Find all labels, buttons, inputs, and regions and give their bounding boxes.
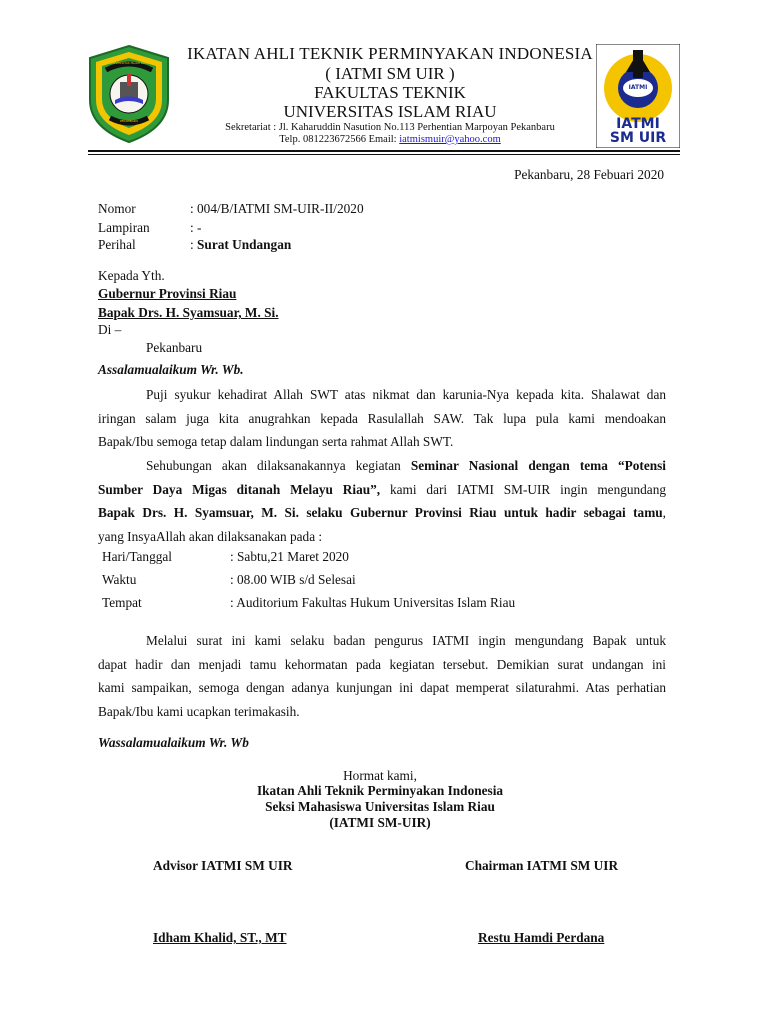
paragraph-3-line-1: Melalui surat ini kami selaku badan pengurus IATMI ingin mengundang Bapak untuk <box>146 633 666 648</box>
detail-label-date: Hari/Tanggal <box>102 549 172 564</box>
uir-logo-text-top: UNIVERSITAS ISLAM RIAU <box>110 61 148 65</box>
paragraph-2-line-1 <box>98 454 666 478</box>
detail-value-place: : Auditorium Fakultas Hukum Universitas Islam Riau <box>230 595 516 610</box>
paragraph-2-line-3 <box>98 501 666 525</box>
iatmi-logo-text-1: IATMI <box>616 116 660 132</box>
signoff-short: (IATMI SM-UIR) <box>329 815 431 830</box>
faculty-name: FAKULTAS TEKNIK <box>314 83 466 102</box>
meta-label-perihal: Perihal <box>98 237 136 252</box>
secretariat-address: Sekretariat : Jl. Kaharuddin Nasution No.113 Perhentian Marpoyan Pekanbaru <box>225 122 555 133</box>
signer-advisor-role: Advisor IATMI SM UIR <box>153 858 293 873</box>
iatmi-logo-text-2: SM UIR <box>609 130 667 146</box>
detail-value-time: : 08.00 WIB s/d Selesai <box>230 572 356 587</box>
recipient-di: Di – <box>98 322 122 337</box>
meta-value-nomor: : 004/B/IATMI SM-UIR-II/2020 <box>190 201 364 216</box>
email-link[interactable]: iatmismuir@yahoo.com <box>399 134 501 145</box>
university-name: UNIVERSITAS ISLAM RIAU <box>283 102 497 121</box>
paragraph-3-line-3: kami sampaikan, semoga dengan adanya kunjungan ini dapat memperat silaturahmi. Atas perhatian <box>98 680 666 695</box>
signer-chairman-name: Restu Hamdi Perdana <box>478 930 605 945</box>
signer-chairman-role: Chairman IATMI SM UIR <box>465 858 619 873</box>
letter-date: Pekanbaru, 28 Febuari 2020 <box>514 167 664 182</box>
org-name: IKATAN AHLI TEKNIK PERMINYAKAN INDONESIA <box>187 44 593 63</box>
recipient-city: Pekanbaru <box>146 340 203 355</box>
invitee-bold-line: Bapak Drs. H. Syamsuar, M. Si. selaku Gubernur Provinsi Riau untuk hadir sebagai tamu <box>98 505 663 520</box>
paragraph-2-text-a: Sehubungan akan dilaksanakannya kegiatan <box>146 458 411 473</box>
phone-label: Telp. 081223672566 Email: <box>279 134 400 145</box>
detail-value-date: : Sabtu,21 Maret 2020 <box>230 549 349 564</box>
uir-logo-text-bottom: PEKANBARU <box>119 119 139 123</box>
recipient-to: Kepada Yth. <box>98 268 165 283</box>
meta-perihal-colon: : <box>190 237 198 252</box>
meta-value-lampiran: : - <box>190 220 202 235</box>
paragraph-2 <box>98 454 666 548</box>
header-divider <box>88 150 680 152</box>
regards: Hormat kami, <box>343 768 417 783</box>
meta-perihal-subject: Surat Undangan <box>197 237 292 252</box>
recipient-title: Gubernur Provinsi Riau <box>98 286 237 301</box>
meta-label-nomor: Nomor <box>98 201 136 216</box>
paragraph-3 <box>98 629 666 723</box>
seminar-title-end: Sumber Daya Migas ditanah Melayu Riau”, <box>98 481 381 497</box>
contact-line <box>150 134 630 145</box>
paragraph-2-text-b: kami dari IATMI SM-UIR ingin mengundang <box>380 481 667 497</box>
meta-value-perihal <box>190 237 291 253</box>
paragraph-1 <box>98 383 666 454</box>
recipient-name: Bapak Drs. H. Syamsuar, M. Si. <box>98 305 279 320</box>
detail-label-time: Waktu <box>102 572 137 587</box>
header-divider-thin <box>88 154 680 155</box>
seminar-title-start: Seminar Nasional dengan tema “Potensi <box>410 458 666 473</box>
paragraph-1-line-1: Puji syukur kehadirat Allah SWT atas nikmat dan karunia-Nya kepada kita. Shalawat dan <box>146 387 666 402</box>
paragraph-2-line-2 <box>98 478 666 502</box>
signoff-section: Seksi Mahasiswa Universitas Islam Riau <box>265 799 495 814</box>
paragraph-2-line-4: yang InsyaAllah akan dilaksanakan pada : <box>98 528 323 544</box>
org-short-name: ( IATMI SM UIR ) <box>325 64 455 83</box>
detail-label-place: Tempat <box>102 595 142 610</box>
closing: Wassalamualaikum Wr. Wb <box>98 735 249 750</box>
paragraph-2-comma: , <box>662 505 666 520</box>
paragraph-3-line-2: dapat hadir dan menjadi tamu kehormatan pada kegiatan tersebut. Demikian surat undangan ini <box>98 656 666 672</box>
greeting: Assalamualaikum Wr. Wb. <box>98 362 244 377</box>
iatmi-logo-badge: IATMI <box>628 84 648 91</box>
meta-label-lampiran: Lampiran <box>98 220 150 235</box>
signer-advisor-name: Idham Khalid, ST., MT <box>153 930 287 945</box>
signoff-org: Ikatan Ahli Teknik Perminyakan Indonesia <box>256 783 504 798</box>
paragraph-1-line-2: iringan salam juga kita anugrahkan kepada Rasulallah SAW. Tak lupa pula kami mendoakan <box>98 410 666 426</box>
paragraph-1-line-3: Bapak/Ibu semoga tetap dalam lindungan serta rahmat Allah SWT. <box>98 434 454 449</box>
paragraph-3-line-4: Bapak/Ibu kami ucapkan terimakasih. <box>98 703 300 719</box>
